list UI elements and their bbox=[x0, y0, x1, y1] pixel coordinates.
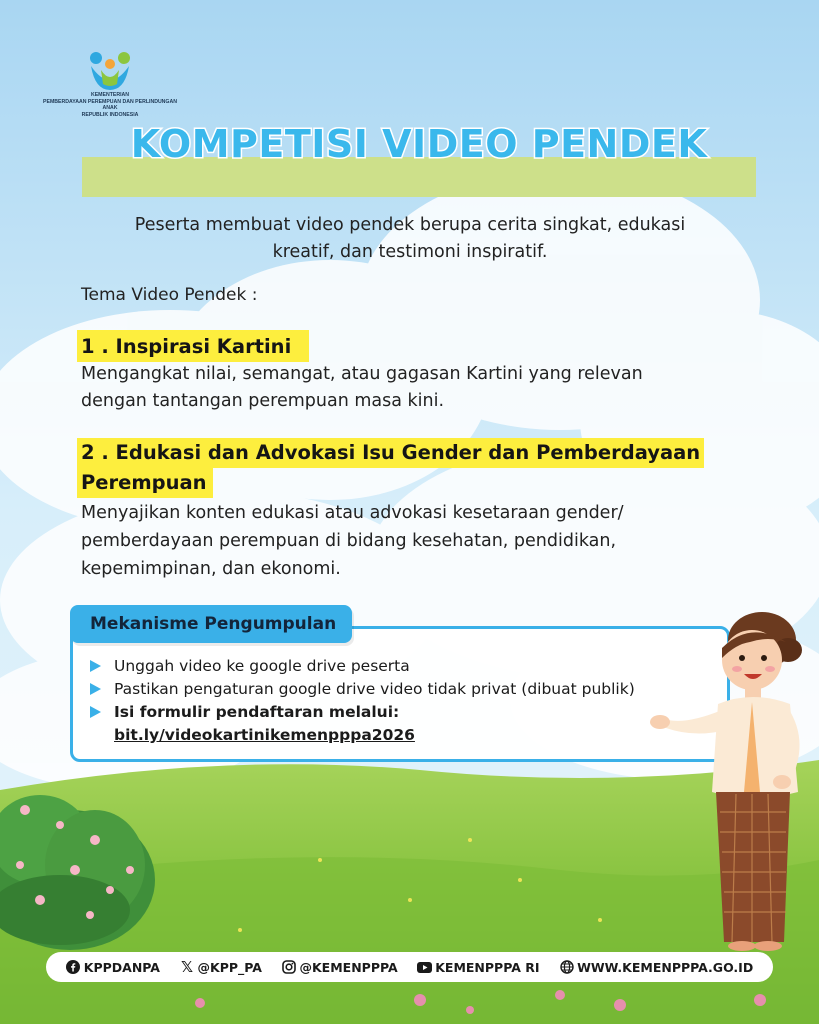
theme-2-heading bbox=[77, 437, 723, 499]
social-footer-bar bbox=[46, 952, 773, 982]
website-link[interactable] bbox=[559, 960, 753, 975]
triangle-arrow-icon bbox=[90, 660, 101, 672]
submission-step-text: Pastikan pengaturan google drive video tidak privat (dibuat publik) bbox=[114, 680, 635, 698]
instagram-handle[interactable] bbox=[282, 960, 398, 975]
facebook-handle-text: KPPDANPA bbox=[83, 959, 160, 975]
ministry-logo-icon bbox=[87, 50, 133, 92]
triangle-arrow-icon bbox=[90, 683, 101, 695]
facebook-icon bbox=[66, 960, 81, 975]
youtube-handle-text: KEMENPPPA RI bbox=[435, 959, 540, 975]
submission-step-text: Isi formulir pendaftaran melalui: bbox=[114, 703, 400, 721]
submission-step bbox=[90, 701, 710, 747]
submission-step-text: Unggah video ke google drive peserta bbox=[114, 657, 410, 675]
theme-2-desc-line: pemberdayaan perempuan di bidang kesehatan, pendidikan, bbox=[81, 531, 617, 551]
ministry-name-line3: REPUBLIK INDONESIA bbox=[81, 111, 139, 118]
globe-icon bbox=[559, 960, 574, 975]
theme-2-desc-line: Menyajikan konten edukasi atau advokasi kesetaraan gender/ bbox=[81, 503, 624, 523]
website-link-text: WWW.KEMENPPPA.GO.ID bbox=[577, 959, 754, 975]
ministry-name-line1: KEMENTERIAN bbox=[90, 92, 130, 98]
instagram-handle-text: @KEMENPPPA bbox=[299, 959, 398, 975]
kartini-woman-illustration bbox=[640, 612, 815, 957]
instagram-icon bbox=[282, 960, 297, 975]
page-title: KOMPETISI VIDEO PENDEK bbox=[130, 122, 708, 166]
theme-1-desc-line: dengan tantangan perempuan masa kini. bbox=[81, 391, 445, 411]
intro-text bbox=[60, 212, 760, 266]
theme-2-heading-line: 2 . Edukasi dan Advokasi Isu Gender dan Pemberdayaan bbox=[77, 438, 704, 468]
registration-form-link[interactable]: bit.ly/videokartinikemenpppa2026 bbox=[114, 726, 415, 744]
submission-step bbox=[90, 678, 710, 701]
facebook-handle[interactable] bbox=[66, 960, 160, 975]
x-handle[interactable] bbox=[180, 960, 262, 975]
ministry-logo bbox=[40, 50, 180, 118]
theme-2-desc-line: kepemimpinan, dan ekonomi. bbox=[81, 559, 341, 579]
x-handle-text: @KPP_PA bbox=[197, 959, 262, 975]
intro-line: kreatif, dan testimoni inspiratif. bbox=[272, 242, 548, 262]
flower-bush-illustration bbox=[0, 770, 160, 950]
submission-mechanism-title: Mekanisme Pengumpulan bbox=[70, 605, 352, 643]
theme-1-description bbox=[81, 361, 741, 415]
tema-label: Tema Video Pendek : bbox=[81, 285, 258, 305]
youtube-handle[interactable] bbox=[417, 960, 539, 975]
theme-1-desc-line: Mengangkat nilai, semangat, atau gagasan Kartini yang relevan bbox=[81, 364, 643, 384]
ministry-name-line2: PEMBERDAYAAN PEREMPUAN DAN PERLINDUNGAN ANAK bbox=[43, 98, 177, 111]
theme-2-description bbox=[81, 499, 741, 583]
triangle-arrow-icon bbox=[90, 706, 101, 718]
submission-steps-list bbox=[90, 655, 710, 747]
intro-line: Peserta membuat video pendek berupa cerita singkat, edukasi bbox=[134, 215, 686, 235]
submission-step bbox=[90, 655, 710, 678]
youtube-icon bbox=[417, 960, 432, 975]
theme-2-heading-line: Perempuan bbox=[77, 468, 213, 498]
x-icon: 𝕏 bbox=[180, 958, 194, 976]
theme-1-heading: 1 . Inspirasi Kartini bbox=[77, 330, 309, 362]
